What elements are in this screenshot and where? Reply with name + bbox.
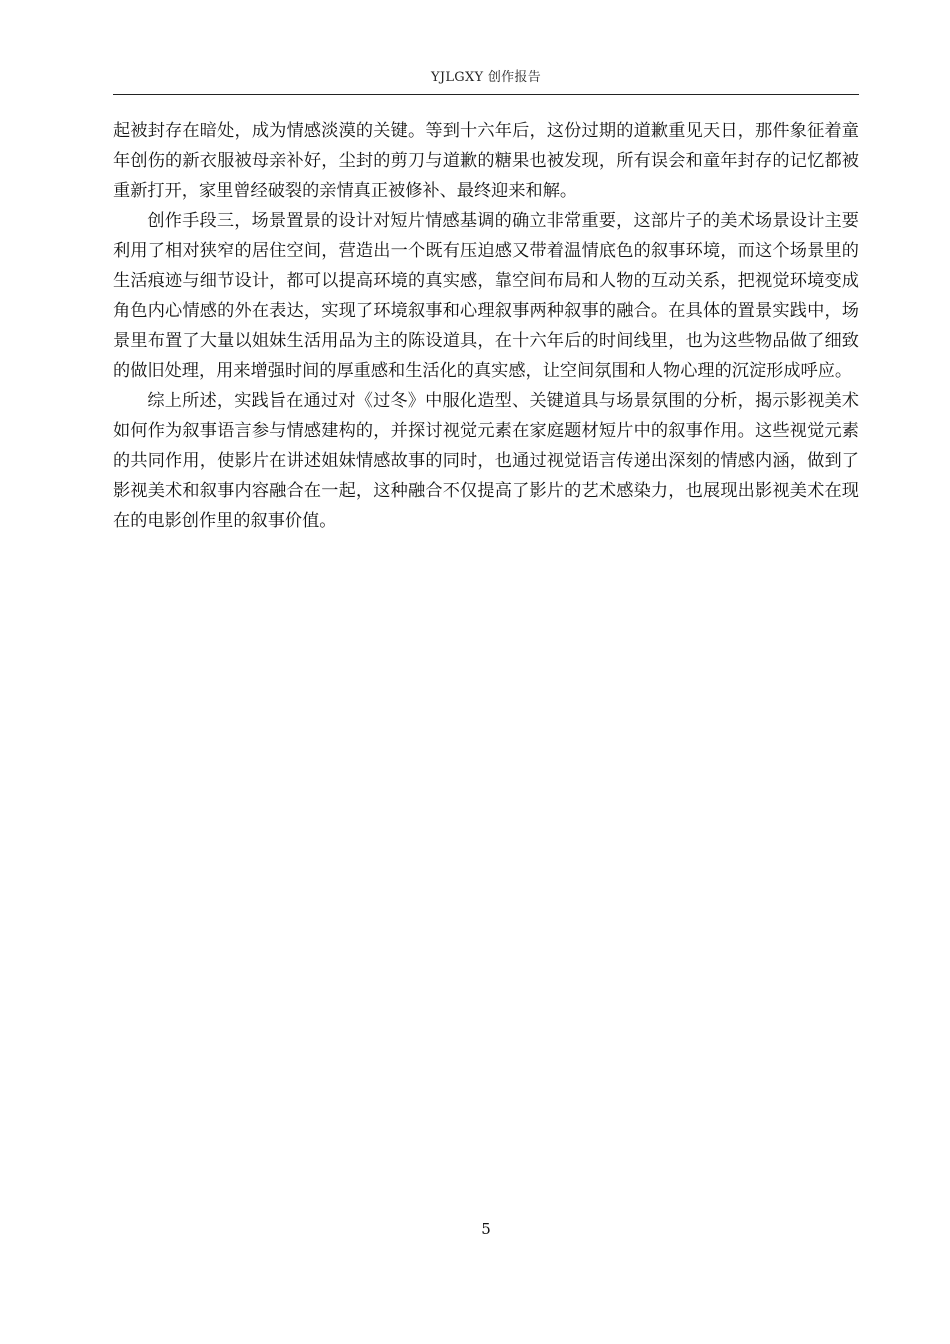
- page-number: 5: [481, 1220, 491, 1238]
- body-text: [113, 116, 859, 536]
- header-divider: [113, 94, 859, 95]
- paragraph-conclusion: 综上所述，实践旨在通过对《过冬》中服化造型、关键道具与场景氛围的分析，揭示影视美术如何作为叙事语言参与情感建构的，并探讨视觉元素在家庭题材短片中的叙事作用。这些视觉元素的共同作用，使影片在讲述姐妹情感故事的同时，也通过视觉语言传递出深刻的情感内涵，做到了影视美术和叙事内容融合在一起，这种融合不仅提高了影片的艺术感染力，也展现出影视美术在现在的电影创作里的叙事价值。: [113, 391, 859, 531]
- running-header: YJLGXY 创作报告: [430, 70, 542, 85]
- paragraph-continuation: 起被封存在暗处，成为情感淡漠的关键。等到十六年后，这份过期的道歉重见天日，那件象征着童年创伤的新衣服被母亲补好，尘封的剪刀与道歉的糖果也被发现，所有误会和童年封存的记忆都被重新打开，家里曾经破裂的亲情真正被修补、最终迎来和解。: [113, 121, 859, 201]
- paragraph-method-three: 创作手段三，场景置景的设计对短片情感基调的确立非常重要，这部片子的美术场景设计主要利用了相对狭窄的居住空间，营造出一个既有压迫感又带着温情底色的叙事环境，而这个场景里的生活痕迹与细节设计，都可以提高环境的真实感，靠空间布局和人物的互动关系，把视觉环境变成角色内心情感的外在表达，实现了环境叙事和心理叙事两种叙事的融合。在具体的置景实践中，场景里布置了大量以姐妹生活用品为主的陈设道具，在十六年后的时间线里，也为这些物品做了细致的做旧处理，用来增强时间的厚重感和生活化的真实感，让空间氛围和人物心理的沉淀形成呼应。: [113, 211, 859, 381]
